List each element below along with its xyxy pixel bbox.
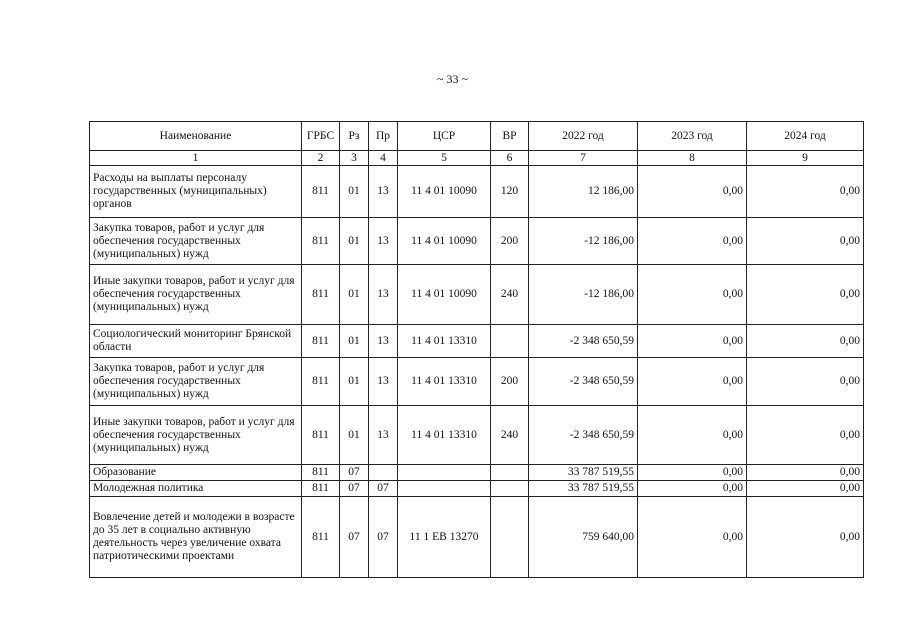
cell-rz: 01 bbox=[340, 358, 369, 406]
cell-grbs: 811 bbox=[302, 166, 340, 218]
cell-grbs: 811 bbox=[302, 406, 340, 465]
cell-vr: 200 bbox=[491, 218, 529, 265]
cell-csr: 11 4 01 13310 bbox=[398, 325, 491, 358]
cell-2024: 0,00 bbox=[747, 166, 864, 218]
col-header-csr: ЦСР bbox=[398, 122, 491, 151]
cell-pr: 07 bbox=[369, 481, 398, 497]
cell-vr bbox=[491, 497, 529, 578]
col-header-2023: 2023 год bbox=[638, 122, 747, 151]
cell-rz: 01 bbox=[340, 166, 369, 218]
col-header-grbs: ГРБС bbox=[302, 122, 340, 151]
table-row bbox=[90, 358, 864, 406]
cell-2022: 12 186,00 bbox=[529, 166, 638, 218]
cell-2024: 0,00 bbox=[747, 465, 864, 481]
cell-grbs: 811 bbox=[302, 465, 340, 481]
cell-2023: 0,00 bbox=[638, 481, 747, 497]
cell-csr: 11 4 01 10090 bbox=[398, 166, 491, 218]
cell-pr: 13 bbox=[369, 358, 398, 406]
col-number: 4 bbox=[369, 151, 398, 166]
cell-pr: 13 bbox=[369, 265, 398, 325]
col-number: 1 bbox=[90, 151, 302, 166]
cell-2023: 0,00 bbox=[638, 497, 747, 578]
cell-grbs: 811 bbox=[302, 325, 340, 358]
cell-grbs: 811 bbox=[302, 265, 340, 325]
cell-2023: 0,00 bbox=[638, 465, 747, 481]
cell-name: Расходы на выплаты персоналу государственных (муниципальных) органов bbox=[90, 166, 302, 218]
cell-rz: 01 bbox=[340, 265, 369, 325]
cell-vr: 200 bbox=[491, 358, 529, 406]
cell-grbs: 811 bbox=[302, 218, 340, 265]
cell-2022: 33 787 519,55 bbox=[529, 481, 638, 497]
cell-pr: 13 bbox=[369, 406, 398, 465]
cell-rz: 01 bbox=[340, 218, 369, 265]
col-number: 7 bbox=[529, 151, 638, 166]
cell-csr bbox=[398, 465, 491, 481]
cell-vr: 240 bbox=[491, 406, 529, 465]
cell-grbs: 811 bbox=[302, 497, 340, 578]
cell-2024: 0,00 bbox=[747, 406, 864, 465]
col-header-2024: 2024 год bbox=[747, 122, 864, 151]
col-number: 2 bbox=[302, 151, 340, 166]
col-header-pr: Пр bbox=[369, 122, 398, 151]
col-number: 8 bbox=[638, 151, 747, 166]
cell-2024: 0,00 bbox=[747, 358, 864, 406]
table-row bbox=[90, 497, 864, 578]
cell-pr: 07 bbox=[369, 497, 398, 578]
col-header-vr: ВР bbox=[491, 122, 529, 151]
cell-pr: 13 bbox=[369, 325, 398, 358]
cell-vr bbox=[491, 325, 529, 358]
table-row bbox=[90, 218, 864, 265]
cell-grbs: 811 bbox=[302, 358, 340, 406]
cell-2023: 0,00 bbox=[638, 265, 747, 325]
cell-rz: 07 bbox=[340, 497, 369, 578]
cell-name: Закупка товаров, работ и услуг для обеспечения государственных (муниципальных) нужд bbox=[90, 358, 302, 406]
cell-rz: 07 bbox=[340, 481, 369, 497]
col-number: 3 bbox=[340, 151, 369, 166]
cell-csr: 11 4 01 13310 bbox=[398, 358, 491, 406]
cell-2022: -2 348 650,59 bbox=[529, 325, 638, 358]
table-row bbox=[90, 406, 864, 465]
cell-2022: 759 640,00 bbox=[529, 497, 638, 578]
cell-name: Иные закупки товаров, работ и услуг для обеспечения государственных (муниципальных) нужд bbox=[90, 406, 302, 465]
cell-pr bbox=[369, 465, 398, 481]
cell-vr bbox=[491, 481, 529, 497]
cell-pr: 13 bbox=[369, 166, 398, 218]
budget-table bbox=[89, 121, 864, 578]
table-row bbox=[90, 325, 864, 358]
header-row bbox=[90, 122, 864, 151]
cell-name: Закупка товаров, работ и услуг для обеспечения государственных (муниципальных) нужд bbox=[90, 218, 302, 265]
table-row bbox=[90, 465, 864, 481]
cell-2023: 0,00 bbox=[638, 218, 747, 265]
cell-2023: 0,00 bbox=[638, 358, 747, 406]
cell-name: Молодежная политика bbox=[90, 481, 302, 497]
cell-2024: 0,00 bbox=[747, 218, 864, 265]
cell-rz: 07 bbox=[340, 465, 369, 481]
cell-pr: 13 bbox=[369, 218, 398, 265]
cell-rz: 01 bbox=[340, 406, 369, 465]
cell-2023: 0,00 bbox=[638, 406, 747, 465]
cell-name: Социологический мониторинг Брянской области bbox=[90, 325, 302, 358]
col-header-name: Наименование bbox=[90, 122, 302, 151]
col-number: 5 bbox=[398, 151, 491, 166]
cell-vr: 120 bbox=[491, 166, 529, 218]
cell-2024: 0,00 bbox=[747, 481, 864, 497]
col-number: 6 bbox=[491, 151, 529, 166]
cell-csr: 11 1 EB 13270 bbox=[398, 497, 491, 578]
cell-vr bbox=[491, 465, 529, 481]
cell-name: Иные закупки товаров, работ и услуг для обеспечения государственных (муниципальных) нужд bbox=[90, 265, 302, 325]
table-row bbox=[90, 481, 864, 497]
cell-csr: 11 4 01 10090 bbox=[398, 265, 491, 325]
cell-2023: 0,00 bbox=[638, 325, 747, 358]
col-number: 9 bbox=[747, 151, 864, 166]
table-row bbox=[90, 166, 864, 218]
cell-csr: 11 4 01 13310 bbox=[398, 406, 491, 465]
cell-rz: 01 bbox=[340, 325, 369, 358]
cell-2024: 0,00 bbox=[747, 325, 864, 358]
cell-2022: -12 186,00 bbox=[529, 218, 638, 265]
cell-2023: 0,00 bbox=[638, 166, 747, 218]
col-header-2022: 2022 год bbox=[529, 122, 638, 151]
cell-csr bbox=[398, 481, 491, 497]
cell-2024: 0,00 bbox=[747, 265, 864, 325]
cell-name: Вовлечение детей и молодежи в возрасте до 35 лет в социально активную деятельность через увеличение охвата патриотическими проектами bbox=[90, 497, 302, 578]
col-header-rz: Рз bbox=[340, 122, 369, 151]
cell-name: Образование bbox=[90, 465, 302, 481]
table-row bbox=[90, 265, 864, 325]
cell-csr: 11 4 01 10090 bbox=[398, 218, 491, 265]
page-number: ~ 33 ~ bbox=[437, 72, 468, 86]
cell-2022: -12 186,00 bbox=[529, 265, 638, 325]
cell-vr: 240 bbox=[491, 265, 529, 325]
cell-2022: 33 787 519,55 bbox=[529, 465, 638, 481]
cell-grbs: 811 bbox=[302, 481, 340, 497]
column-number-row bbox=[90, 151, 864, 166]
cell-2022: -2 348 650,59 bbox=[529, 406, 638, 465]
cell-2022: -2 348 650,59 bbox=[529, 358, 638, 406]
cell-2024: 0,00 bbox=[747, 497, 864, 578]
